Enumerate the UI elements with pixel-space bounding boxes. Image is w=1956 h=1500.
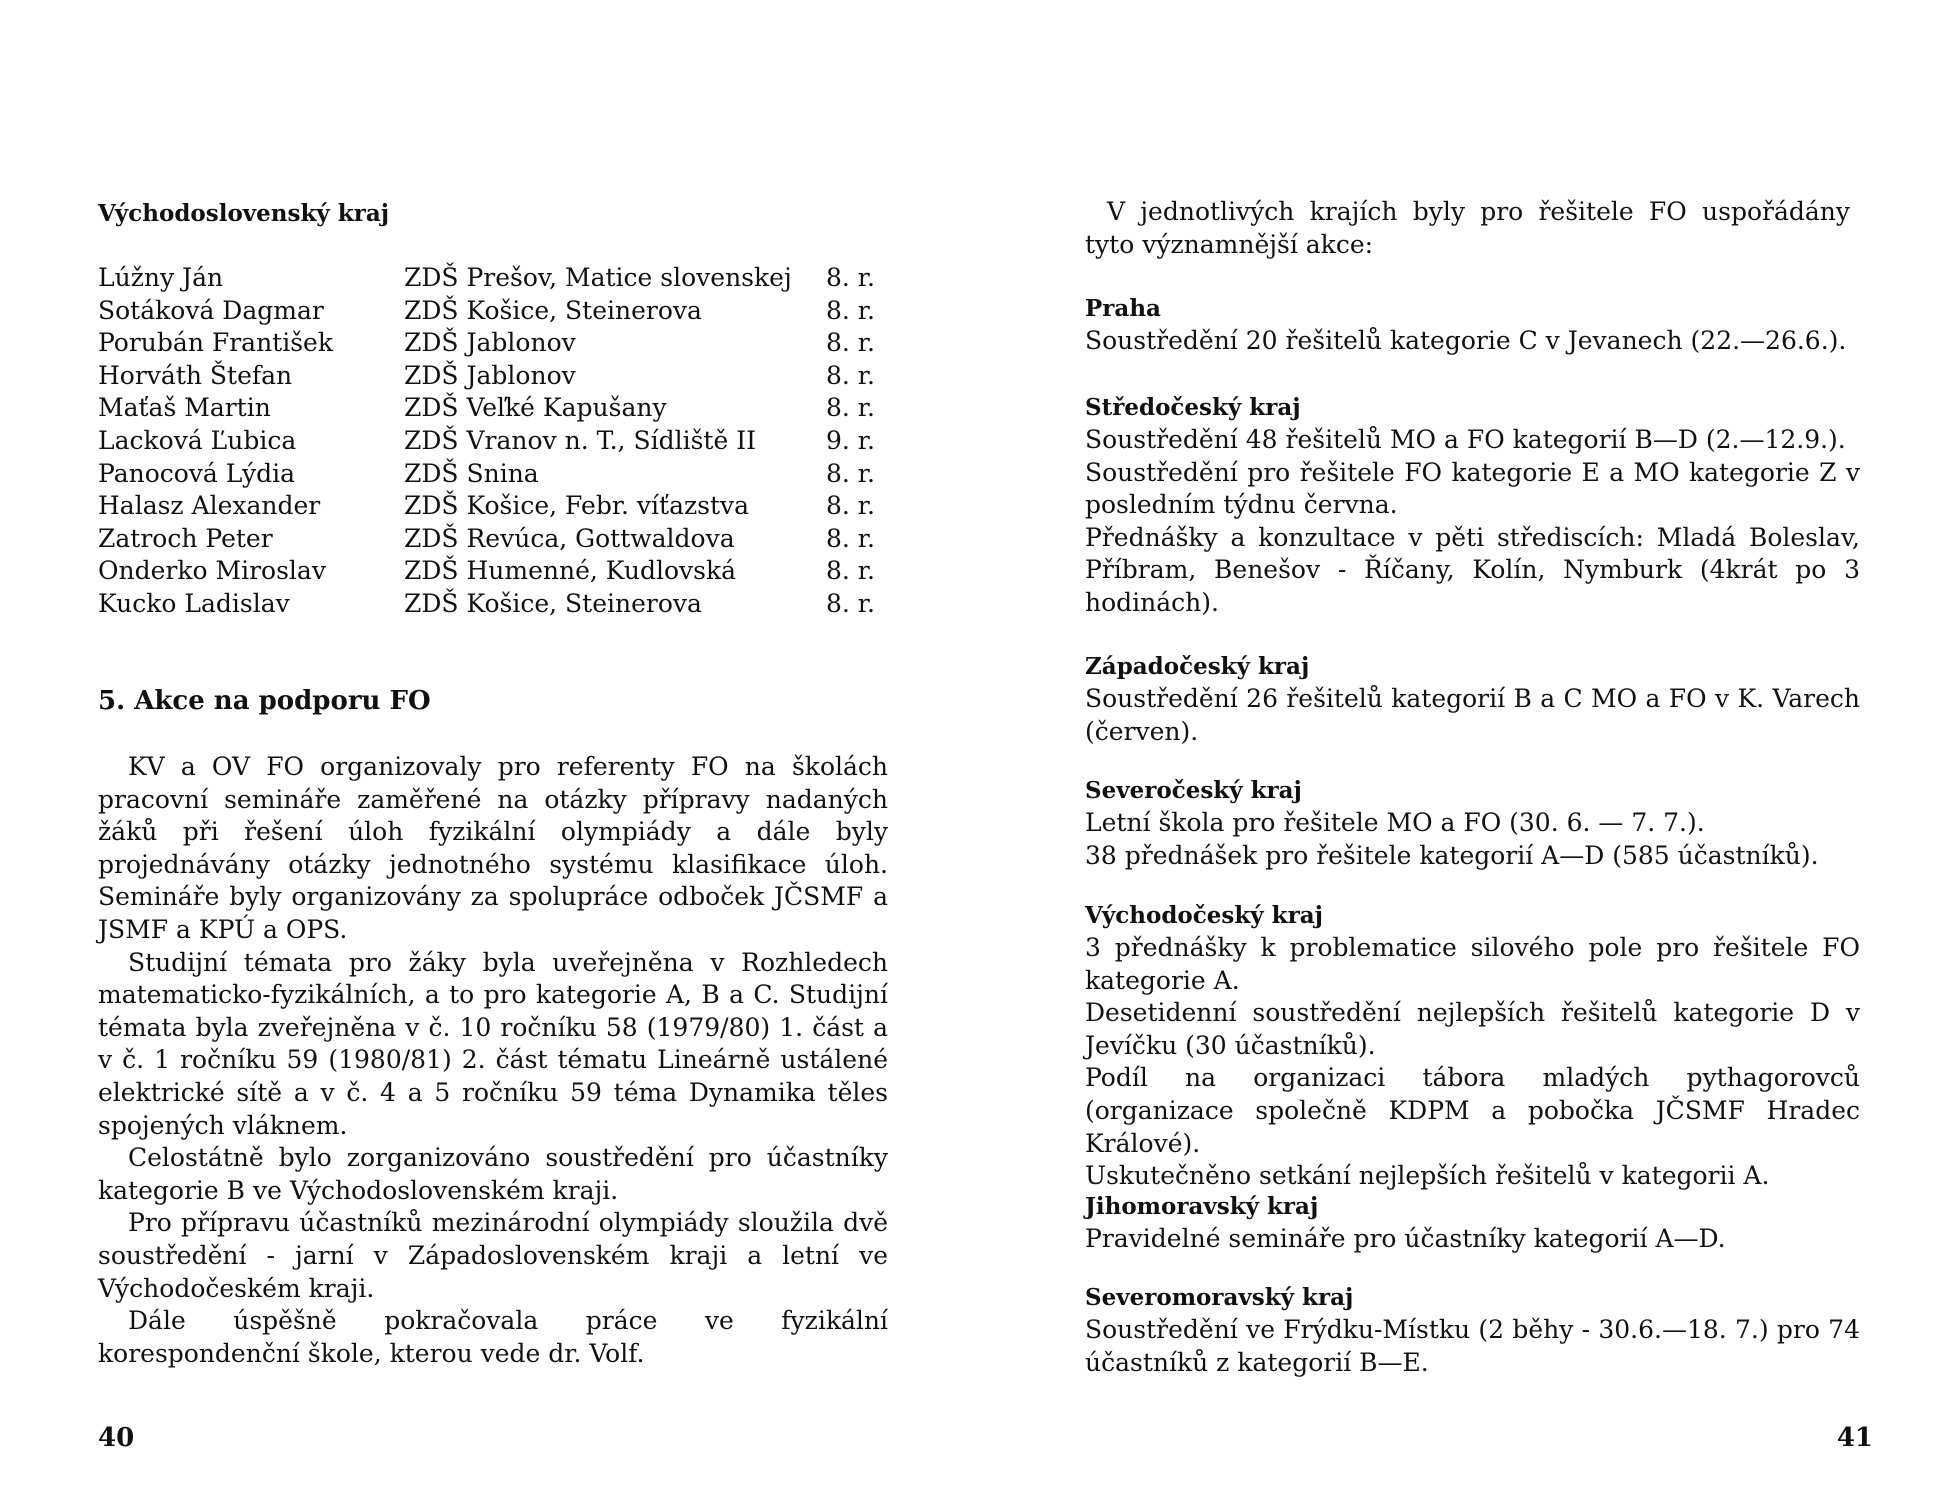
intro-paragraph: V jednotlivých krajích byly pro řešitele FO uspořádány tyto významnější akce: (1085, 197, 1850, 259)
student-school: ZDŠ Košice, Steinerova (404, 588, 702, 618)
student-school: ZDŠ Jablonov (404, 328, 576, 358)
region-block-severomoravsky (1085, 1282, 1860, 1379)
roster-row (98, 392, 898, 425)
roster-row (98, 327, 898, 360)
student-name: Zatroch Peter (98, 523, 273, 553)
region-block-severocesky (1085, 775, 1860, 872)
student-school: ZDŠ Veľké Kapušany (404, 393, 667, 423)
student-grade: 9. r. (826, 425, 875, 455)
region-line: Podíl na organizaci tábora mladých pythagorovců (organizace společně KDPM a pobočka JČSMF Hradec Králové). (1085, 1063, 1860, 1158)
region-block-zapadocesky (1085, 651, 1860, 748)
region-line: Pravidelné semináře pro účastníky kategorií A—D. (1085, 1224, 1726, 1253)
region-line: Soustředění 20 řešitelů kategorie C v Jevanech (22.—26.6.). (1085, 326, 1847, 355)
student-grade: 8. r. (826, 491, 875, 521)
roster-row (98, 295, 898, 328)
region-line: 3 přednášky k problematice silového pole pro řešitele FO kategorie A. (1085, 933, 1860, 995)
region-line: 38 přednášek pro řešitele kategorií A—D (585 účastníků). (1085, 840, 1819, 870)
student-grade: 8. r. (826, 360, 875, 390)
region-heading: Západočeský kraj (1085, 653, 1310, 680)
student-school: ZDŠ Revúca, Gottwaldova (404, 523, 735, 553)
student-school: ZDŠ Košice, Febr. víťazstva (404, 491, 750, 521)
region-heading: Jihomoravský kraj (1085, 1193, 1319, 1220)
student-school: ZDŠ Vranov n. T., Sídliště II (404, 425, 756, 455)
roster-row (98, 523, 898, 556)
student-grade: 8. r. (826, 295, 875, 325)
region-line: Soustředění ve Frýdku-Místku (2 běhy - 30.6.—18. 7.) pro 74 účastníků z kategorií B—E. (1085, 1315, 1860, 1377)
student-name: Lacková Ľubica (98, 425, 297, 455)
student-name: Panocová Lýdia (98, 458, 295, 488)
student-name: Sotáková Dagmar (98, 295, 324, 325)
student-grade: 8. r. (826, 393, 875, 423)
region-line: Soustředění pro řešitele FO kategorie E a MO kategorie Z v posledním týdnu června. (1085, 457, 1860, 520)
page-number: 41 (1836, 1423, 1873, 1453)
paragraph: Pro přípravu účastníků mezinárodní olympiády sloužila dvě soustředění - jarní v Západoslovenském kraji a letní ve Východočeském kraji. (98, 1208, 888, 1303)
student-school: ZDŠ Snina (404, 458, 539, 488)
student-name: Halasz Alexander (98, 491, 321, 521)
region-line: Uskutečněno setkání nejlepších řešitelů v kategorii A. (1085, 1161, 1770, 1191)
region-block-stredocesky (1085, 392, 1860, 620)
region-line: Soustředění 48 řešitelů MO a FO kategorií B—D (2.—12.9.). (1085, 425, 1846, 454)
roster-row (98, 360, 898, 393)
student-name: Porubán František (98, 328, 333, 358)
student-name: Kucko Ladislav (98, 588, 290, 618)
student-name: Onderko Miroslav (98, 556, 326, 586)
section-heading: 5. Akce na podporu FO (98, 686, 431, 716)
student-grade: 8. r. (826, 588, 875, 618)
student-name: Lúžny Ján (98, 263, 224, 292)
roster-row (98, 555, 898, 588)
region-line: Letní škola pro řešitele MO a FO (30. 6. — 7. 7.). (1085, 808, 1705, 837)
student-roster (98, 262, 898, 621)
roster-row (98, 458, 898, 491)
student-grade: 8. r. (826, 556, 875, 586)
region-heading: Východočeský kraj (1085, 902, 1323, 929)
student-school: ZDŠ Jablonov (404, 360, 576, 390)
student-grade: 8. r. (826, 523, 875, 553)
student-school: ZDŠ Humenné, Kudlovská (404, 556, 737, 586)
student-school: ZDŠ Košice, Steinerova (404, 295, 702, 325)
student-name: Maťaš Martin (98, 393, 271, 423)
student-grade: 8. r. (826, 458, 875, 488)
right-page (978, 0, 1956, 1500)
region-line: Soustředění 26 řešitelů kategorií B a C MO a FO v K. Varech (červen). (1085, 684, 1860, 746)
student-name: Horváth Štefan (98, 360, 293, 390)
region-heading: Praha (1085, 295, 1161, 322)
student-school: ZDŠ Prešov, Matice slovenskej (404, 263, 792, 292)
roster-row (98, 262, 898, 295)
region-heading: Východoslovenský kraj (98, 200, 390, 227)
paragraph: Celostátně bylo zorganizováno soustředění pro účastníky kategorie B ve Východoslovenském kraji. (98, 1143, 888, 1205)
region-line: Přednášky a konzultace v pěti střediscích: Mladá Boleslav, Příbram, Benešov - Říčany, Kolín, Nymburk (4krát po 3 hodinách). (1085, 522, 1860, 617)
student-grade: 8. r. (826, 263, 875, 292)
region-block-praha (1085, 293, 1860, 358)
region-heading: Severočeský kraj (1085, 777, 1302, 804)
page-number: 40 (98, 1423, 135, 1453)
region-block-vychodocesky (1085, 900, 1860, 1193)
section-body (98, 751, 888, 1370)
roster-row (98, 588, 898, 621)
paragraph: Studijní témata pro žáky byla uveřejněna v Rozhledech matematicko-fyzikálních, a to pro kategorie A, B a C. Studijní témata byla zveřejněna v č. 10 ročníku 58 (1979/80) 1. část a v č. 1 ročníku 59 (1980/81) 2. část tématu Lineárně ustálené elektrické sítě a v č. 4 a 5 ročníku 59 téma Dynamika těles spojených vláknem. (98, 947, 888, 1140)
region-heading: Středočeský kraj (1085, 394, 1301, 421)
paragraph: Dále úspěšně pokračovala práce ve fyzikální korespondenční škole, kterou vede dr. Volf. (98, 1306, 888, 1368)
roster-row (98, 425, 898, 458)
region-line: Desetidenní soustředění nejlepších řešitelů kategorie D v Jevíčku (30 účastníků). (1085, 998, 1860, 1060)
student-grade: 8. r. (826, 328, 875, 358)
region-block-jihomoravsky (1085, 1191, 1860, 1256)
region-heading: Severomoravský kraj (1085, 1284, 1354, 1311)
paragraph: KV a OV FO organizovaly pro referenty FO na školách pracovní semináře zaměřené na otázky přípravy nadaných žáků při řešení úloh fyzikální olympiády a dále byly projednávány otázky jednotného systému klasifikace úloh. Semináře byly organizovány za spolupráce odboček JČSMF a JSMF a KPÚ a OPS. (98, 752, 888, 944)
roster-row (98, 490, 898, 523)
